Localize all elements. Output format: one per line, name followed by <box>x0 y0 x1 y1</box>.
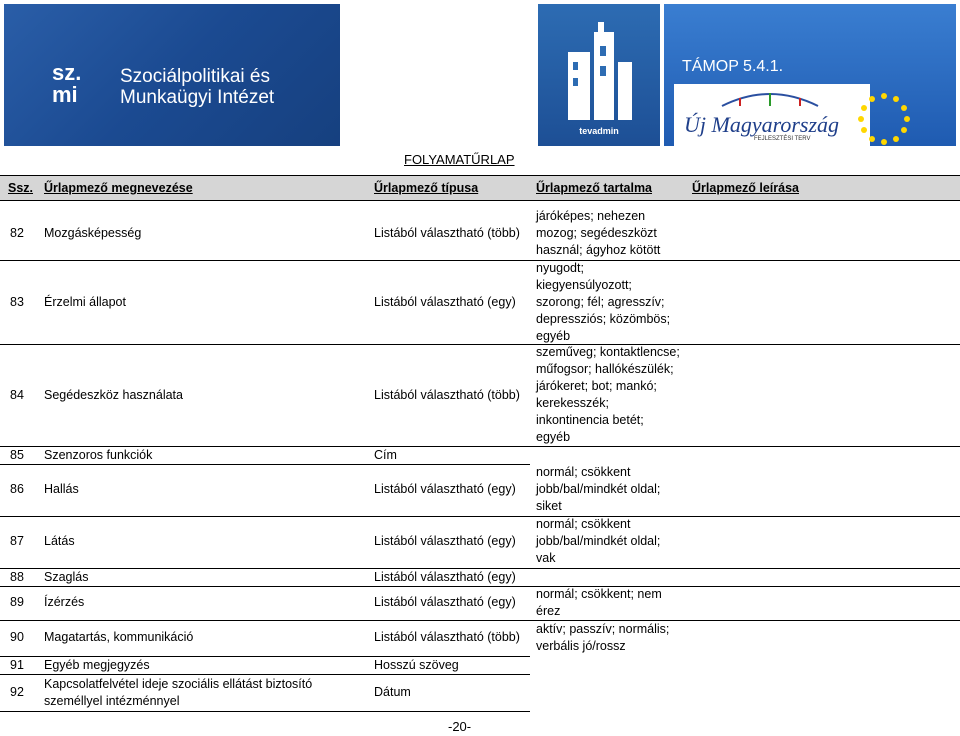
row-line <box>0 464 530 465</box>
row-89-num: 89 <box>10 595 24 609</box>
svg-text:mi: mi <box>52 82 78 104</box>
row-86-content <box>536 464 660 515</box>
row-83-content-line: nyugodt; <box>536 261 584 275</box>
row-90-content-line: aktív; passzív; normális; <box>536 622 670 636</box>
row-line <box>0 516 960 517</box>
row-92-name-line: Kapcsolatfelvétel ideje szociális ellátást biztosító <box>44 677 313 691</box>
row-90-content <box>536 621 669 655</box>
row-92-name <box>44 676 312 710</box>
row-line <box>0 260 960 261</box>
row-87-num: 87 <box>10 534 24 548</box>
row-82-content-line: mozog; segédeszközt <box>536 226 657 240</box>
header-name: Űrlapmező megnevezése <box>44 181 193 195</box>
row-85-num: 85 <box>10 448 24 462</box>
svg-text:sz.: sz. <box>52 60 82 85</box>
row-82-content-line: használ; ágyhoz kötött <box>536 243 661 257</box>
row-87-content-line: vak <box>536 551 556 565</box>
row-85-type: Cím <box>374 448 397 462</box>
row-84-num: 84 <box>10 388 24 402</box>
row-88-num: 88 <box>10 570 24 584</box>
row-83-content-line: egyéb <box>536 329 571 343</box>
row-83-name: Érzelmi állapot <box>44 295 126 309</box>
page-number: -20- <box>448 719 472 734</box>
row-84-content-line: egyéb <box>536 430 571 444</box>
row-86-content-line: siket <box>536 499 562 513</box>
row-84-type: Listából választható (több) <box>374 388 520 402</box>
row-87-content-line: normál; csökkent <box>536 517 631 531</box>
uj-magyarorszag-sub: FEJLESZTÉSI TERV <box>754 136 811 142</box>
row-83-content-line: szorong; fél; agresszív; <box>536 295 665 309</box>
row-88-name: Szaglás <box>44 570 89 584</box>
row-84-content <box>536 344 680 446</box>
row-86-name: Hallás <box>44 482 79 496</box>
row-87-content <box>536 516 660 567</box>
row-82-type: Listából választható (több) <box>374 226 520 240</box>
header-banner <box>0 0 960 150</box>
row-83-type: Listából választható (egy) <box>374 295 516 309</box>
row-84-content-line: műfogsor; hallókészülék; <box>536 362 674 376</box>
szmi-logo-icon <box>50 60 110 104</box>
row-82-content <box>536 208 660 259</box>
tevadmin-logo-panel <box>538 4 660 146</box>
row-91-name: Egyéb megjegyzés <box>44 658 150 672</box>
row-84-content-line: szeműveg; kontaktlencse; <box>536 345 680 359</box>
bridge-icon <box>720 88 820 108</box>
row-86-content-line: jobb/bal/mindkét oldal; <box>536 482 661 496</box>
row-84-content-line: kerekesszék; <box>536 396 609 410</box>
header-desc: Űrlapmező leírása <box>692 181 799 195</box>
row-87-name: Látás <box>44 534 75 548</box>
row-90-content-line: verbális jó/rossz <box>536 639 626 653</box>
row-89-content <box>536 586 662 620</box>
row-90-num: 90 <box>10 630 24 644</box>
row-84-content-line: járókeret; bot; mankó; <box>536 379 657 393</box>
row-83-content-line: depressziós; közömbös; <box>536 312 671 326</box>
row-line <box>0 344 960 345</box>
row-86-type: Listából választható (egy) <box>374 482 516 496</box>
row-84-name: Segédeszköz használata <box>44 388 183 402</box>
row-84-content-line: inkontinencia betét; <box>536 413 644 427</box>
row-82-content-line: járóképes; nehezen <box>536 209 646 223</box>
row-92-name-line: személlyel intézménnyel <box>44 694 180 708</box>
tevadmin-label: tevadmin <box>579 126 619 136</box>
row-line <box>0 620 960 621</box>
row-89-name: Ízérzés <box>44 595 85 609</box>
row-86-content-line: normál; csökkent <box>536 465 631 479</box>
row-92-num: 92 <box>10 685 24 699</box>
header-num: Ssz. <box>8 181 34 195</box>
row-83-content <box>536 260 670 345</box>
row-85-name: Szenzoros funkciók <box>44 448 153 462</box>
row-91-type: Hosszú szöveg <box>374 658 459 672</box>
row-90-name: Magatartás, kommunikáció <box>44 630 194 644</box>
header-content: Űrlapmező tartalma <box>536 181 653 195</box>
header-bottom-line <box>0 200 960 201</box>
org-name-line2: Munkaügyi Intézet <box>120 87 275 108</box>
building-icon <box>558 22 640 122</box>
eu-stars-icon <box>854 90 914 146</box>
tamop-label: TÁMOP 5.4.1. <box>682 58 784 75</box>
row-82-name: Mozgásképesség <box>44 226 142 240</box>
org-name <box>120 66 274 108</box>
row-line <box>0 674 530 675</box>
document-title: FOLYAMATŰRLAP <box>404 152 515 167</box>
header-type: Űrlapmező típusa <box>374 181 479 195</box>
row-89-type: Listából választható (egy) <box>374 595 516 609</box>
uj-magyarorszag-label: Új Magyarország <box>684 112 840 137</box>
row-87-content-line: jobb/bal/mindkét oldal; <box>536 534 661 548</box>
org-name-line1: Szociálpolitikai és <box>120 66 270 87</box>
row-86-num: 86 <box>10 482 24 496</box>
row-89-content-line: érez <box>536 604 561 618</box>
row-89-content-line: normál; csökkent; nem <box>536 587 662 601</box>
row-line <box>0 586 960 587</box>
table-top-line <box>0 175 960 176</box>
table-bottom-line <box>0 711 530 712</box>
row-83-content-line: kiegyensúlyozott; <box>536 278 632 292</box>
szmi-logo-panel <box>4 4 340 146</box>
row-91-num: 91 <box>10 658 24 672</box>
row-92-type: Dátum <box>374 685 411 699</box>
row-83-num: 83 <box>10 295 24 309</box>
row-82-num: 82 <box>10 226 24 240</box>
row-87-type: Listából választható (egy) <box>374 534 516 548</box>
row-88-type: Listából választható (egy) <box>374 570 516 584</box>
row-90-type: Listából választható (több) <box>374 630 520 644</box>
